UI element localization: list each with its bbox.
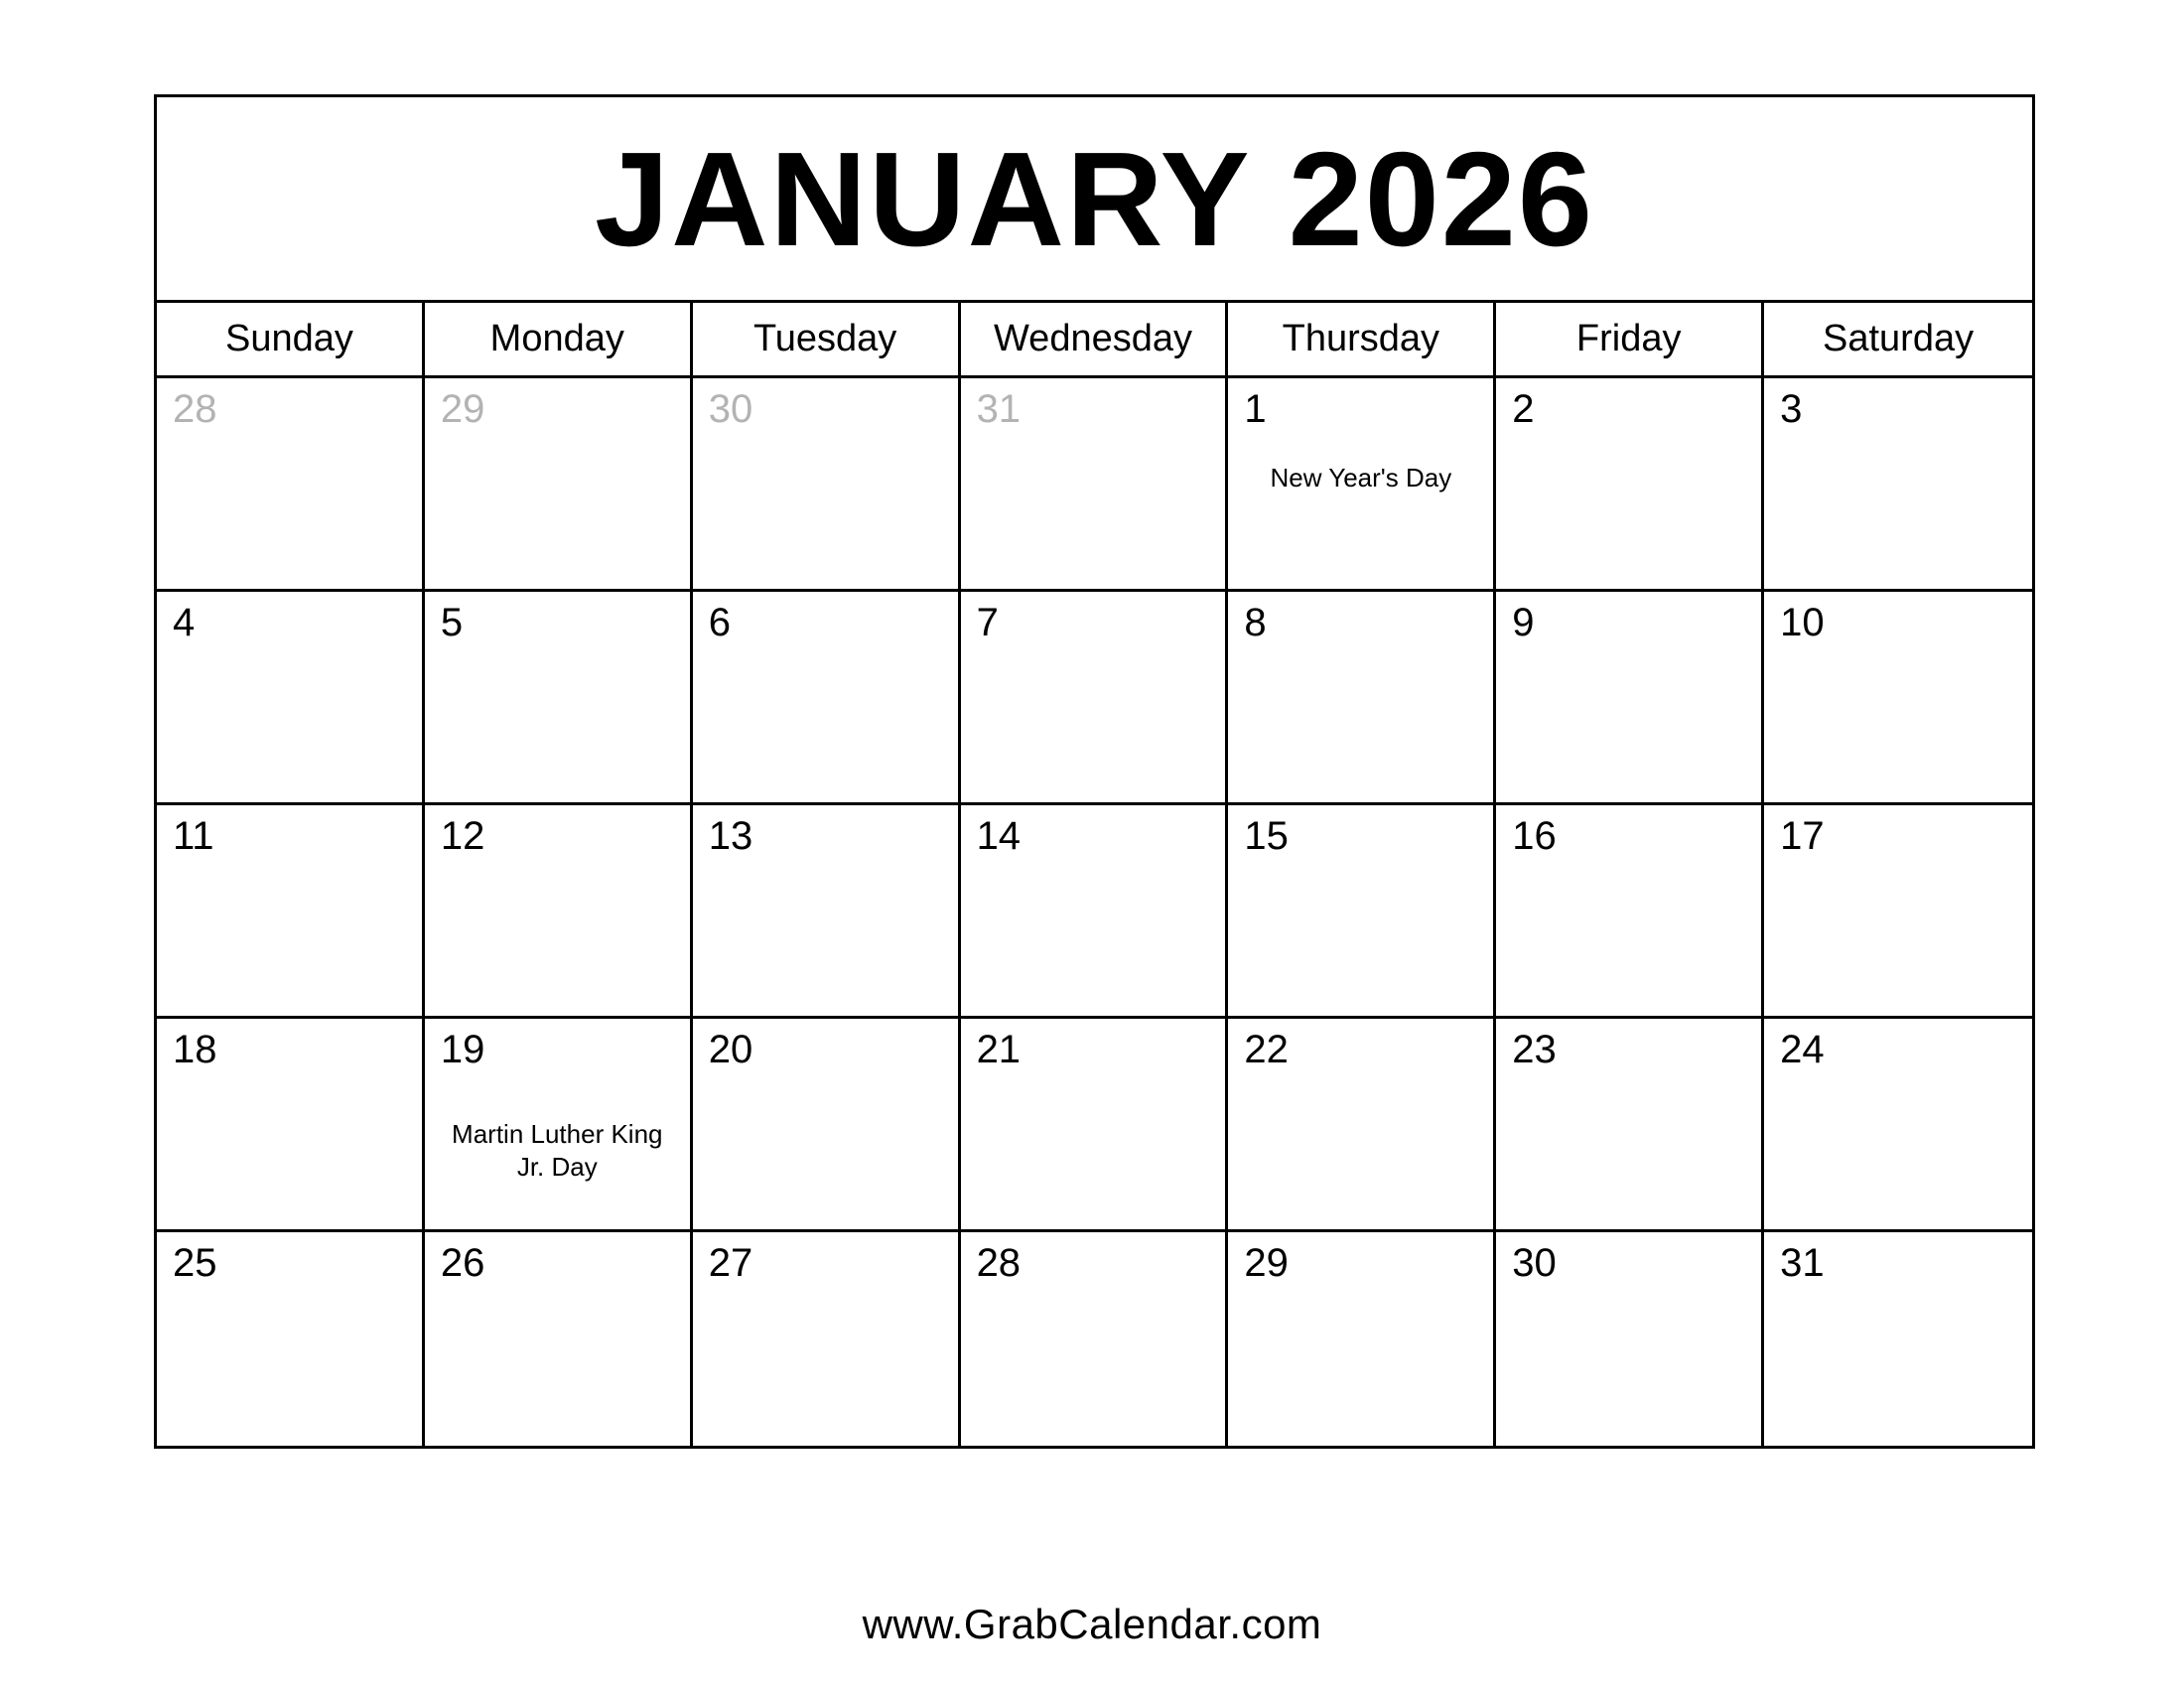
day-number: 23 (1512, 1028, 1557, 1071)
day-number: 8 (1244, 601, 1267, 644)
day-number: 14 (976, 814, 1022, 858)
day-cell[interactable] (1496, 592, 1764, 802)
day-number: 31 (1780, 1241, 1825, 1285)
calendar-container (154, 94, 2035, 1449)
calendar-week-row (157, 592, 2032, 805)
day-number: 29 (1244, 1241, 1289, 1285)
day-cell[interactable] (693, 592, 961, 802)
day-number: 9 (1512, 601, 1535, 644)
day-cell[interactable] (425, 378, 693, 589)
calendar-week-row (157, 1019, 2032, 1232)
holiday-label: New Year's Day (1270, 463, 1452, 492)
day-number: 31 (976, 387, 1022, 431)
day-number: 29 (440, 387, 485, 431)
weekday-header-saturday: Saturday (1823, 318, 1975, 359)
day-cell[interactable] (961, 805, 1229, 1016)
day-cell[interactable] (1764, 805, 2032, 1016)
weekday-header-tuesday: Tuesday (693, 303, 961, 375)
day-number: 25 (173, 1241, 217, 1285)
day-cell[interactable] (1496, 1019, 1764, 1229)
day-number: 1 (1244, 387, 1267, 431)
weekday-header-friday: Friday (1496, 303, 1764, 375)
day-cell[interactable] (1496, 1232, 1764, 1446)
day-cell[interactable] (1228, 378, 1496, 589)
day-cell[interactable] (693, 1019, 961, 1229)
day-cell[interactable] (1764, 1019, 2032, 1229)
day-number: 4 (173, 601, 196, 644)
day-cell[interactable] (1764, 378, 2032, 589)
day-cell[interactable] (157, 378, 425, 589)
holiday-label: Martin Luther King Jr. Day (452, 1119, 663, 1183)
weekday-header-wednesday: Wednesday (961, 303, 1229, 375)
weekday-header-thursday: Thursday (1228, 303, 1496, 375)
day-cell[interactable] (157, 592, 425, 802)
day-number: 28 (173, 387, 217, 431)
page-title: JANUARY 2026 (595, 123, 1594, 274)
day-number: 19 (440, 1028, 485, 1071)
calendar-title-row (157, 97, 2032, 303)
day-cell[interactable] (961, 1232, 1229, 1446)
day-cell[interactable] (1228, 1232, 1496, 1446)
day-cell[interactable] (1496, 805, 1764, 1016)
day-number: 26 (440, 1241, 485, 1285)
day-number: 17 (1780, 814, 1825, 858)
day-cell[interactable] (961, 378, 1229, 589)
calendar-week-row (157, 378, 2032, 592)
day-number: 30 (708, 387, 753, 431)
day-cell[interactable] (961, 592, 1229, 802)
day-number: 24 (1780, 1028, 1825, 1071)
day-cell[interactable] (1228, 805, 1496, 1016)
day-cell[interactable] (425, 1232, 693, 1446)
calendar-week-row (157, 1232, 2032, 1446)
day-number: 5 (440, 601, 464, 644)
day-cell[interactable] (425, 805, 693, 1016)
day-number: 2 (1512, 387, 1535, 431)
day-cell[interactable] (157, 1019, 425, 1229)
weekday-header-row (157, 303, 2032, 378)
calendar-week-row (157, 805, 2032, 1019)
day-number: 3 (1780, 387, 1803, 431)
day-number: 6 (708, 601, 731, 644)
day-number: 20 (708, 1028, 753, 1071)
day-cell[interactable] (1228, 592, 1496, 802)
day-number: 11 (173, 814, 214, 858)
day-number: 18 (173, 1028, 217, 1071)
day-cell[interactable] (425, 1019, 693, 1229)
day-cell[interactable] (1764, 1232, 2032, 1446)
day-number: 15 (1244, 814, 1289, 858)
day-number: 7 (976, 601, 999, 644)
day-cell[interactable] (693, 805, 961, 1016)
day-cell[interactable] (693, 378, 961, 589)
day-number: 30 (1512, 1241, 1557, 1285)
weekday-header-monday: Monday (425, 303, 693, 375)
day-cell[interactable] (961, 1019, 1229, 1229)
day-cell[interactable] (693, 1232, 961, 1446)
day-number: 10 (1780, 601, 1825, 644)
day-number: 16 (1512, 814, 1557, 858)
day-number: 22 (1244, 1028, 1289, 1071)
day-cell[interactable] (157, 1232, 425, 1446)
day-number: 21 (976, 1028, 1022, 1071)
day-number: 27 (708, 1241, 753, 1285)
weekday-header-sunday: Sunday (157, 303, 425, 375)
day-cell[interactable] (1228, 1019, 1496, 1229)
website-footer: www.GrabCalendar.com (862, 1601, 1322, 1647)
day-cell[interactable] (425, 592, 693, 802)
day-number: 28 (976, 1241, 1022, 1285)
day-cell[interactable] (1496, 378, 1764, 589)
day-cell[interactable] (1764, 592, 2032, 802)
day-number: 13 (708, 814, 753, 858)
day-number: 12 (440, 814, 485, 858)
day-cell[interactable] (157, 805, 425, 1016)
